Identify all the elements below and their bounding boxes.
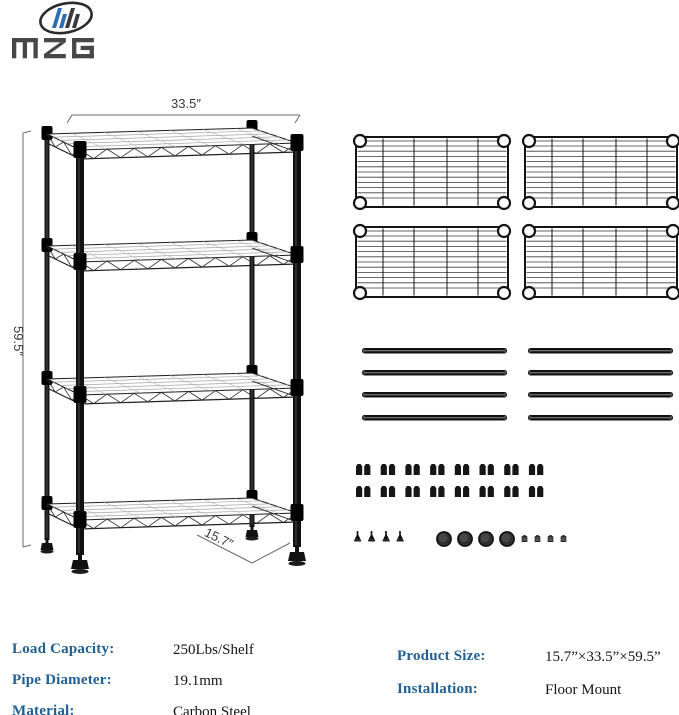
spec-value: Floor Mount xyxy=(545,682,622,698)
mzg-logo-icon xyxy=(2,0,152,72)
spec-label: Material: xyxy=(12,703,75,715)
assembled-shelf-diagram xyxy=(0,95,340,590)
part-shelf-4 xyxy=(523,225,679,299)
front-feet xyxy=(71,545,306,574)
part-clips xyxy=(356,464,543,497)
spec-row-pipe-diameter xyxy=(12,672,332,703)
spec-label: Product Size: xyxy=(397,648,486,664)
logo-emblem xyxy=(38,0,95,38)
spec-row-material xyxy=(12,703,332,715)
spec-label: Installation: xyxy=(397,681,478,697)
width-dimension xyxy=(67,96,300,123)
part-round-caps xyxy=(437,532,514,546)
part-screws xyxy=(522,535,566,542)
spec-row-installation xyxy=(397,681,679,714)
part-shelf-1 xyxy=(354,135,510,209)
spec-label: Pipe Diameter: xyxy=(12,672,112,688)
part-leveling-feet xyxy=(354,531,404,542)
depth-dimension xyxy=(197,525,290,563)
spec-list-right xyxy=(397,648,679,714)
mzg-wordmark xyxy=(12,38,94,58)
part-shelf-2 xyxy=(523,135,679,209)
width-dimension-label: 33.5″ xyxy=(171,96,201,111)
brand-logo xyxy=(2,0,152,77)
part-shelf-3 xyxy=(354,225,510,299)
spec-value: 15.7”×33.5”×59.5” xyxy=(545,649,661,665)
spec-label: Load Capacity: xyxy=(12,641,115,657)
spec-value: 250Lbs/Shelf xyxy=(173,642,254,658)
spec-list-left xyxy=(12,641,332,715)
height-dimension xyxy=(11,131,31,547)
height-dimension-label: 59.5″ xyxy=(11,326,26,356)
spec-row-product-size xyxy=(397,648,679,681)
depth-dimension-label: 15.7″ xyxy=(202,524,236,552)
spec-value: 19.1mm xyxy=(173,673,223,689)
spec-row-load-capacity xyxy=(12,641,332,672)
rear-posts xyxy=(41,120,259,554)
spec-value: Carbon Steel xyxy=(173,704,251,715)
part-poles xyxy=(362,348,673,421)
parts-diagram xyxy=(338,95,679,565)
